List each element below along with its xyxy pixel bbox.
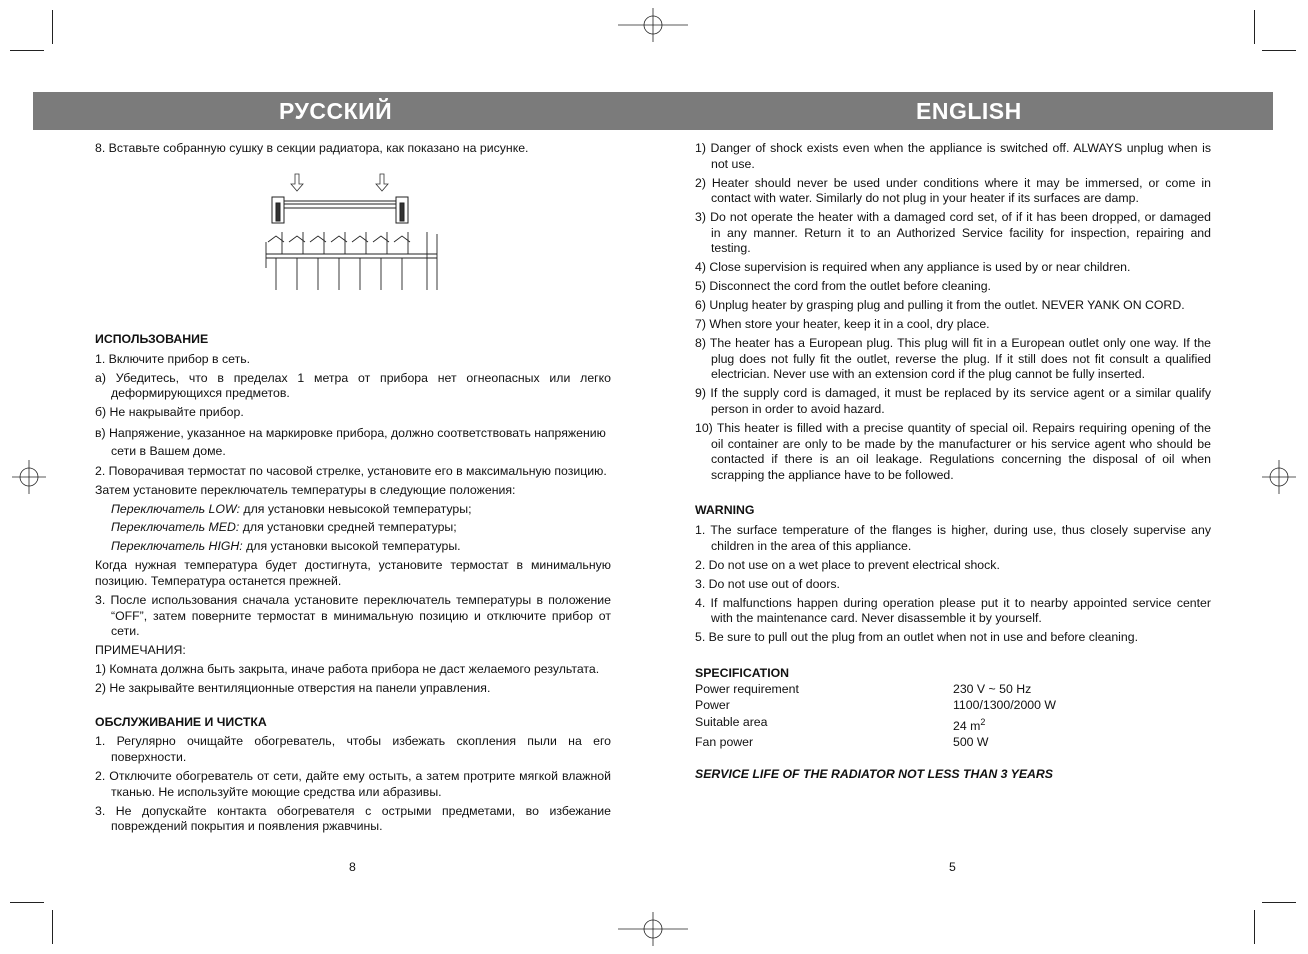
ru-usage-item: 2. Поворачивая термостат по часовой стрелке, установите его в максимальную позицию. <box>95 463 607 478</box>
ru-usage-heading: ИСПОЛЬЗОВАНИЕ <box>95 332 209 346</box>
ru-note-item: 1) Комната должна быть закрыта, иначе работа прибора не даст желаемого результата. <box>95 662 600 677</box>
spec-label: Fan power <box>695 735 754 750</box>
spec-value-area: 24 $m^2$ <box>953 717 986 734</box>
crop-mark <box>1254 910 1255 944</box>
spec-value: 500 W <box>953 735 989 750</box>
ru-care-item: 3. Не допускайте контакта обогревателя с острыми предметами, во избежание повреждений покрытия и появления ржавчины. <box>95 803 611 834</box>
en-safety-item: 3) Do not operate the heater with a damaged cord set, of if it has been dropped, or damaged in any manner. Return it to an Authorized Service facility for inspection, repairing and testing. <box>695 210 1211 256</box>
registration-mark-icon <box>618 912 688 946</box>
service-life-note: SERVICE LIFE OF THE RADIATOR NOT LESS THAN 3 YEARS <box>695 766 1054 781</box>
ru-usage-item: Затем установите переключатель температуры в следующие положения: <box>95 482 516 497</box>
ru-step-8: 8. Вставьте собранную сушку в секции радиатора, как показано на рисунке. <box>95 141 529 155</box>
arrow-down-icon <box>291 174 388 191</box>
ru-usage-item: 1. Включите прибор в сеть. <box>95 351 251 366</box>
russian-column-body <box>95 316 611 838</box>
en-warning-item: 2. Do not use on a wet place to prevent electrical shock. <box>695 557 1000 572</box>
spec-label: Power requirement <box>695 682 799 697</box>
crop-mark <box>10 902 44 903</box>
en-safety-item: 1) Danger of shock exists even when the appliance is switched off. ALWAYS unplug when is not use. <box>695 141 1211 171</box>
spec-area-superscript: 2 <box>980 717 986 728</box>
en-safety-item: 6) Unplug heater by grasping plug and pulling it from the outlet. NEVER YANK ON CORD. <box>695 298 1185 313</box>
en-warning-item: 3. Do not use out of doors. <box>695 576 840 591</box>
ru-note-item: 2) Не закрывайте вентиляционные отверстия на панели управления. <box>95 681 491 696</box>
crop-mark <box>10 50 44 51</box>
ru-usage-item: б) Не накрывайте прибор. <box>95 405 244 420</box>
ru-switch-high: Переключатель HIGH: для установки высокой температуры. <box>111 539 461 554</box>
en-warning-item: 4. If malfunctions happen during operation please put it to nearby appointed service center with the maintenance card. Never disassemble it by yourself. <box>695 595 1211 626</box>
russian-section-title: РУССКИЙ <box>279 98 393 124</box>
ru-step-3: 3. После использования сначала установите переключатель температуры в положение “OFF”, затем поверните термостат в минимальную позицию и отключите прибор от сети. <box>95 593 611 639</box>
en-warning-item: 5. Be sure to pull out the plug from an outlet when not in use and before cleaning. <box>695 630 1138 645</box>
russian-column <box>95 141 611 160</box>
en-safety-item: 8) The heater has a European plug. This plug will fit in a European outlet only one way. If the plug does not fully fit the outlet, reverse the plug. If it still does not fit consult a qualified electrician. Never use with an extension cord if the plug cannot be fully inserted. <box>695 336 1211 382</box>
en-safety-item: 7) When store your heater, keep it in a cool, dry place. <box>695 317 990 332</box>
en-page-number: 5 <box>949 860 956 874</box>
en-warning-item: 1. The surface temperature of the flanges is higher, during use, thus closely supervise any children in the area of this appliance. <box>695 522 1211 553</box>
en-safety-item: 10) This heater is filled with a precise quantity of special oil. Repairs requiring opening of the oil container are only to be made by the manufacturer or his service agent who should be contacted if there is an oil leakage. Regulations concerning the disposal of oil when scrapping the appliance have to be followed. <box>695 421 1211 482</box>
en-safety-item: 5) Disconnect the cord from the outlet before cleaning. <box>695 279 991 294</box>
spec-row <box>695 735 1211 751</box>
ru-care-item: 2. Отключите обогреватель от сети, дайте ему остыть, а затем протрите мягкой влажной тканью. Не используйте моющие средства или абразивы. <box>95 768 611 799</box>
en-spec-heading: SPECIFICATION <box>695 665 790 680</box>
spec-row <box>695 682 1211 698</box>
en-warning-heading: WARNING <box>695 503 755 518</box>
crop-mark <box>52 10 53 44</box>
ru-usage-item: а) Убедитесь, что в пределах 1 метра от прибора нет огнеопасных или легко деформирующихся предметов. <box>95 370 611 401</box>
ru-care-heading: ОБСЛУЖИВАНИЕ И ЧИСТКА <box>95 714 267 729</box>
en-safety-item: 2) Heater should never be used under conditions where it may be immersed, or come in contact with water. Similarly do not plug in your heater if its surfaces are damp. <box>695 175 1211 206</box>
english-section-title: ENGLISH <box>916 98 1022 124</box>
english-column <box>695 141 1211 786</box>
ru-after-switch: Когда нужная температура будет достигнута, установите термостат в минимальную позицию. Температура останется прежней. <box>95 558 611 589</box>
ru-switch-low: Переключатель LOW: для установки невысокой температуры; <box>111 501 472 516</box>
spec-label: Suitable area <box>695 715 768 730</box>
radiator-dryer-figure <box>262 170 444 296</box>
spec-row <box>695 715 1211 735</box>
ru-care-item: 1. Регулярно очищайте обогреватель, чтобы избежать скопления пыли на его поверхности. <box>95 734 611 764</box>
crop-mark <box>52 910 53 944</box>
ru-notes-label: ПРИМЕЧАНИЯ: <box>95 643 186 658</box>
spec-label: Power <box>695 697 730 712</box>
registration-mark-icon <box>618 8 688 42</box>
en-safety-item: 9) If the supply cord is damaged, it must be replaced by its service agent or a similar qualify person in order to avoid hazard. <box>695 386 1211 417</box>
ru-switch-med: Переключатель MED: для установки средней температуры; <box>111 520 457 535</box>
registration-mark-icon <box>1262 460 1296 494</box>
crop-mark <box>1262 50 1296 51</box>
crop-mark <box>1262 902 1296 903</box>
en-safety-item: 4) Close supervision is required when any appliance is used by or near children. <box>695 260 1131 275</box>
spec-row <box>695 698 1211 714</box>
crop-mark <box>1254 10 1255 44</box>
spec-value: 230 V ~ 50 Hz <box>953 682 1032 697</box>
ru-usage-item: в) Напряжение, указанное на маркировке прибора, должно соответствовать напряжению сети в Вашем доме. <box>95 426 606 459</box>
language-header-bar <box>33 92 1273 130</box>
spec-value: 1100/1300/2000 W <box>953 697 1057 712</box>
registration-mark-icon <box>12 460 46 494</box>
ru-page-number: 8 <box>349 860 356 874</box>
